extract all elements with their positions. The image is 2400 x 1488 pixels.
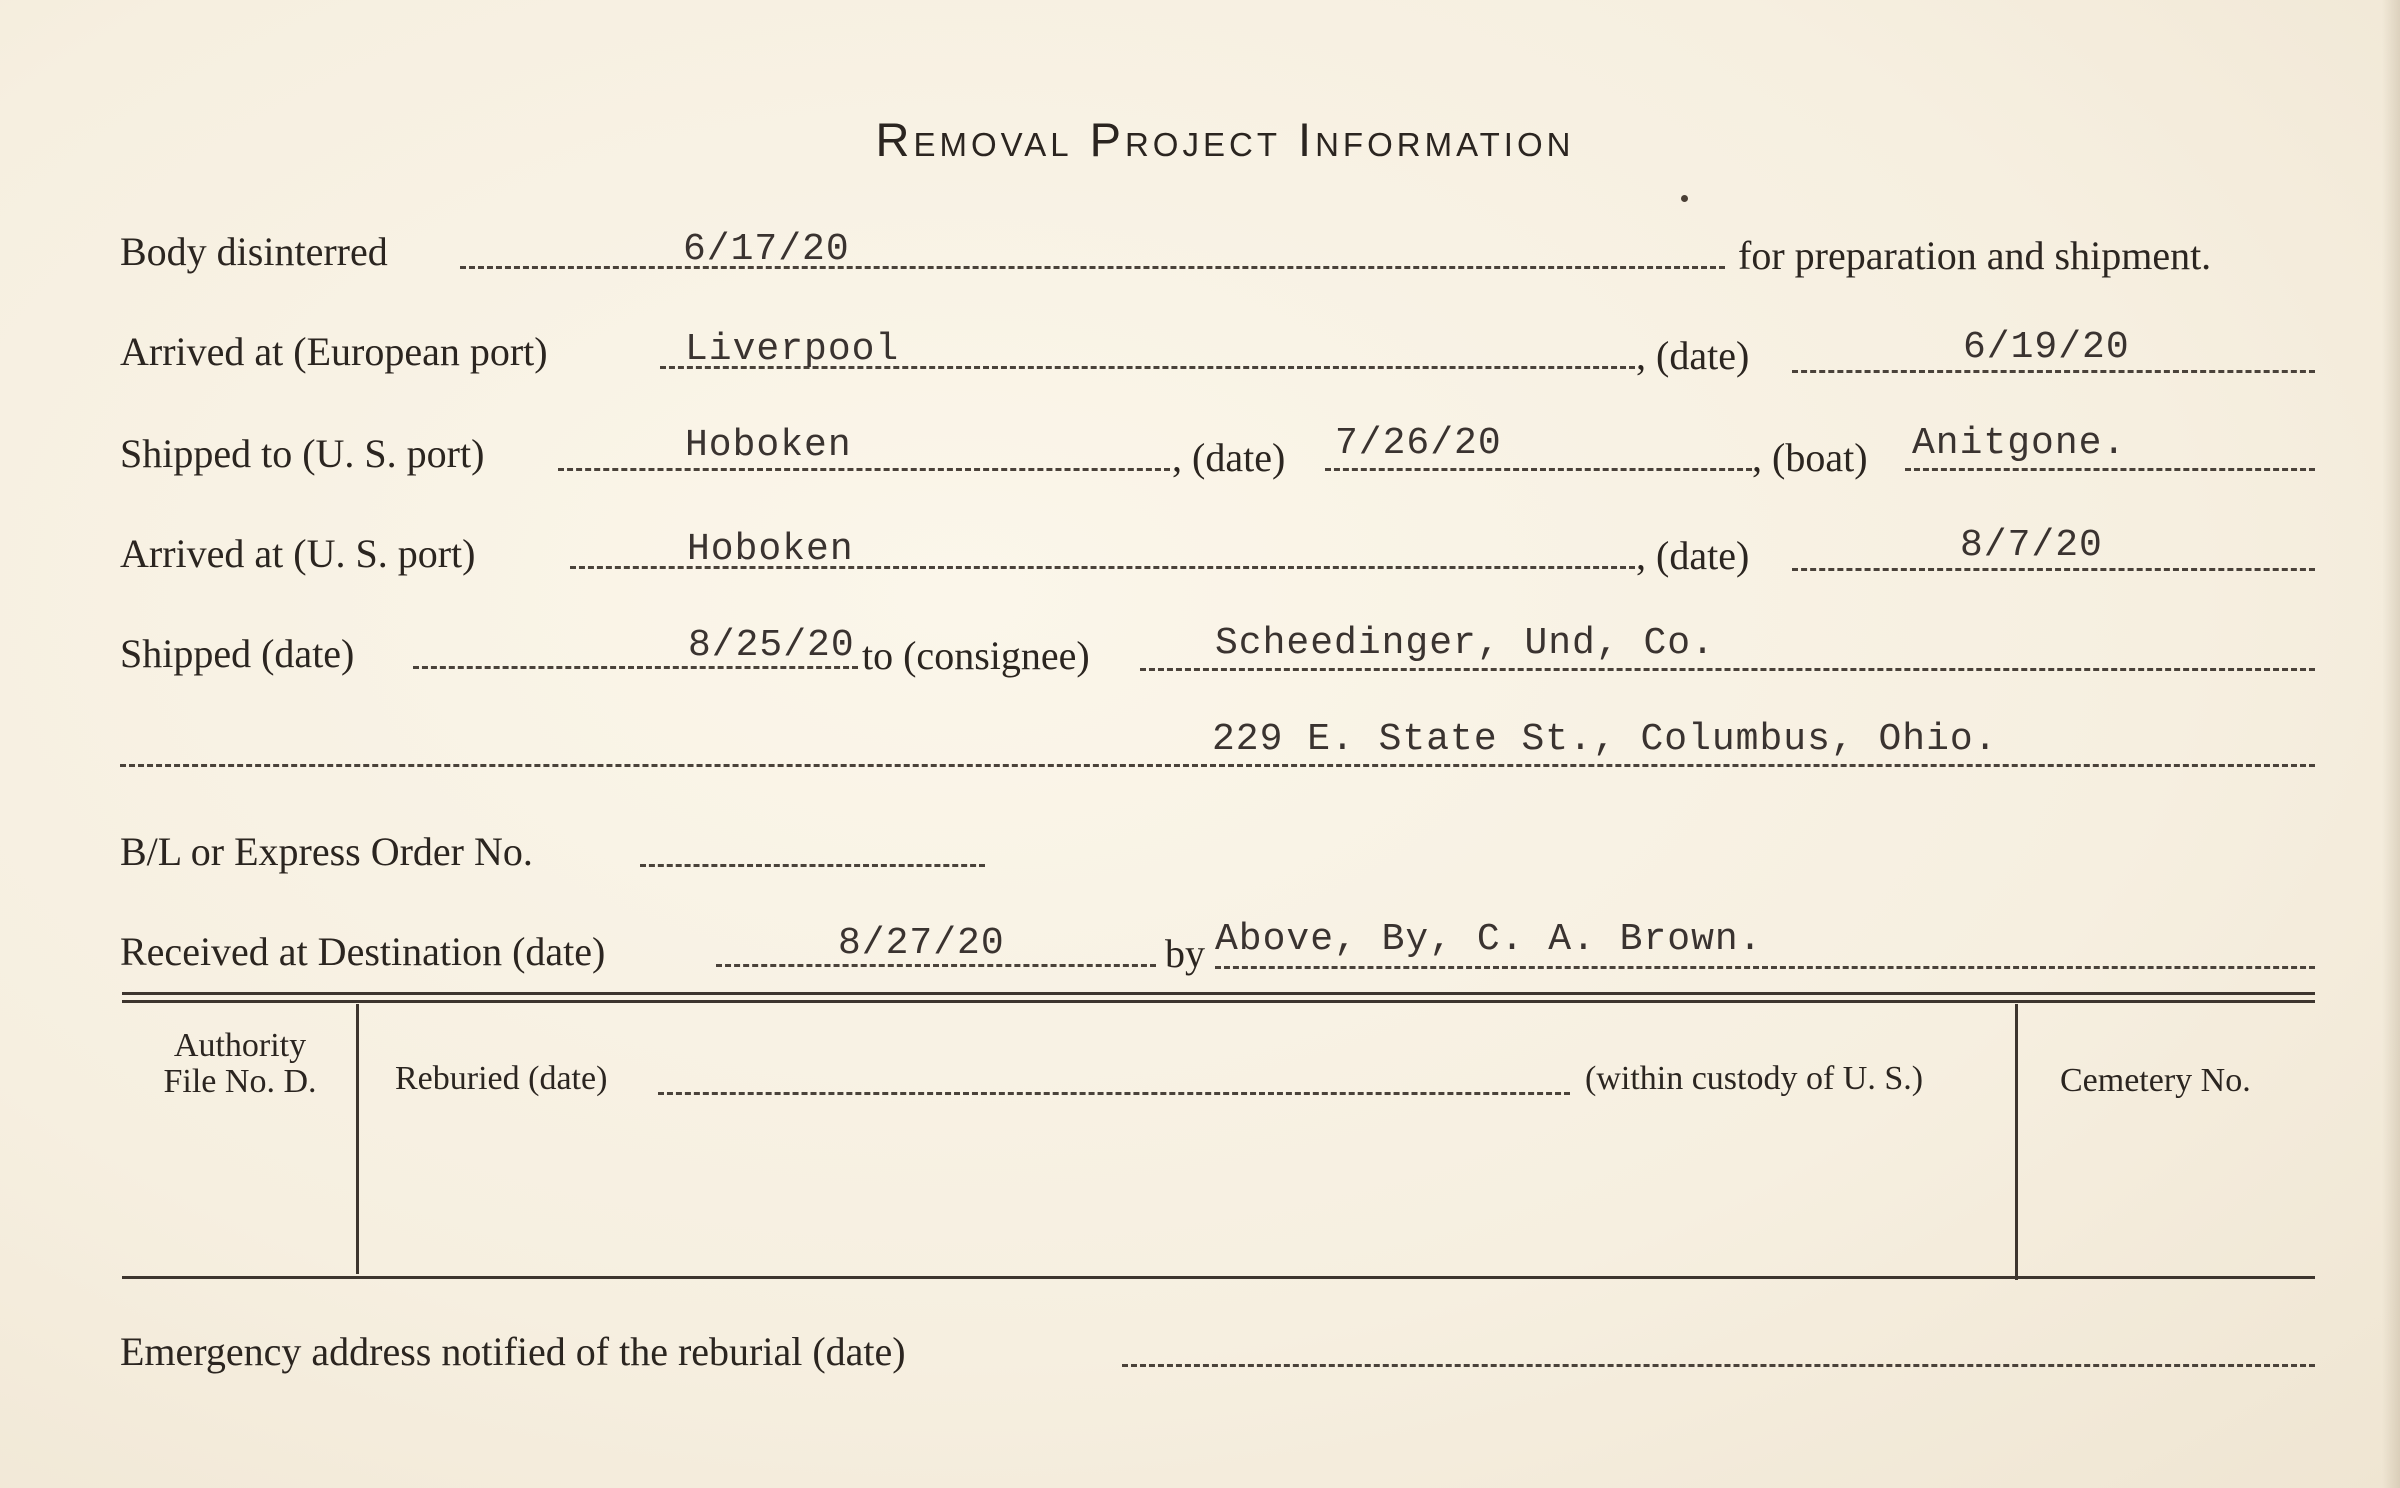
european-port-date: 6/19/20	[1963, 326, 2130, 369]
authority-line-1: Authority	[173, 1027, 307, 1064]
shipped-us-boat-line	[1905, 468, 2315, 471]
shipped-us-line	[558, 468, 1170, 471]
arrived-us-date-label: , (date)	[1636, 533, 1750, 578]
arrived-us-date: 8/7/20	[1960, 524, 2103, 567]
reburied-label: Reburied (date)	[395, 1060, 608, 1097]
authority-label	[130, 1028, 350, 1100]
bl-label: B/L or Express Order No.	[120, 829, 533, 874]
reburied-line	[658, 1092, 1570, 1095]
shipped-us-value: Hoboken	[685, 424, 852, 467]
ink-speck	[1681, 195, 1688, 202]
emergency-line	[1122, 1364, 2315, 1367]
shipped-us-boat-label: , (boat)	[1752, 435, 1868, 480]
european-port-date-line	[1792, 370, 2315, 373]
cemetery-label: Cemetery No.	[2060, 1062, 2251, 1099]
box-top-rule-1	[122, 992, 2315, 995]
european-port-label: Arrived at (European port)	[120, 329, 548, 374]
address-line	[120, 764, 2315, 767]
arrived-us-value: Hoboken	[687, 528, 854, 571]
received-by-line	[1215, 966, 2315, 969]
received-value: 8/27/20	[838, 922, 1005, 965]
disinterred-value: 6/17/20	[683, 228, 850, 271]
received-label: Received at Destination (date)	[120, 929, 606, 974]
consignee-value: Scheedinger, Und, Co.	[1215, 622, 1715, 665]
box-top-rule-2	[122, 1000, 2315, 1003]
box-divider-left	[356, 1004, 359, 1274]
european-port-value: Liverpool	[685, 328, 900, 371]
arrived-us-date-line	[1792, 568, 2315, 571]
form-title: Removal Project Information	[875, 113, 1575, 166]
arrived-us-label: Arrived at (U. S. port)	[120, 531, 476, 576]
box-divider-right	[2015, 1004, 2018, 1280]
bl-line	[640, 864, 985, 867]
received-by-value: Above, By, C. A. Brown.	[1215, 918, 1763, 961]
shipped-us-date-line	[1325, 468, 1752, 471]
custody-label: (within custody of U. S.)	[1585, 1060, 1924, 1097]
disinterred-suffix: for preparation and shipment.	[1738, 233, 2212, 278]
consignee-line	[1140, 668, 2315, 671]
consignee-label: to (consignee)	[862, 633, 1090, 678]
box-bottom-rule	[122, 1276, 2315, 1279]
shipped-us-boat: Anitgone.	[1912, 422, 2127, 465]
received-by-label: by	[1165, 931, 1205, 976]
consignee-address: 229 E. State St., Columbus, Ohio.	[1212, 718, 1998, 761]
shipped-us-date-label: , (date)	[1172, 435, 1286, 480]
authority-line-2: File No. D.	[163, 1063, 317, 1100]
european-port-date-label: , (date)	[1636, 333, 1750, 378]
disinterred-label: Body disinterred	[120, 229, 388, 274]
disinterred-line	[460, 266, 1725, 269]
card-edge	[2382, 0, 2400, 1488]
shipped-us-label: Shipped to (U. S. port)	[120, 431, 485, 476]
shipped-date-value: 8/25/20	[688, 624, 855, 667]
shipped-date-label: Shipped (date)	[120, 631, 355, 676]
emergency-label: Emergency address notified of the reburial (date)	[120, 1329, 906, 1374]
shipped-us-date: 7/26/20	[1335, 422, 1502, 465]
